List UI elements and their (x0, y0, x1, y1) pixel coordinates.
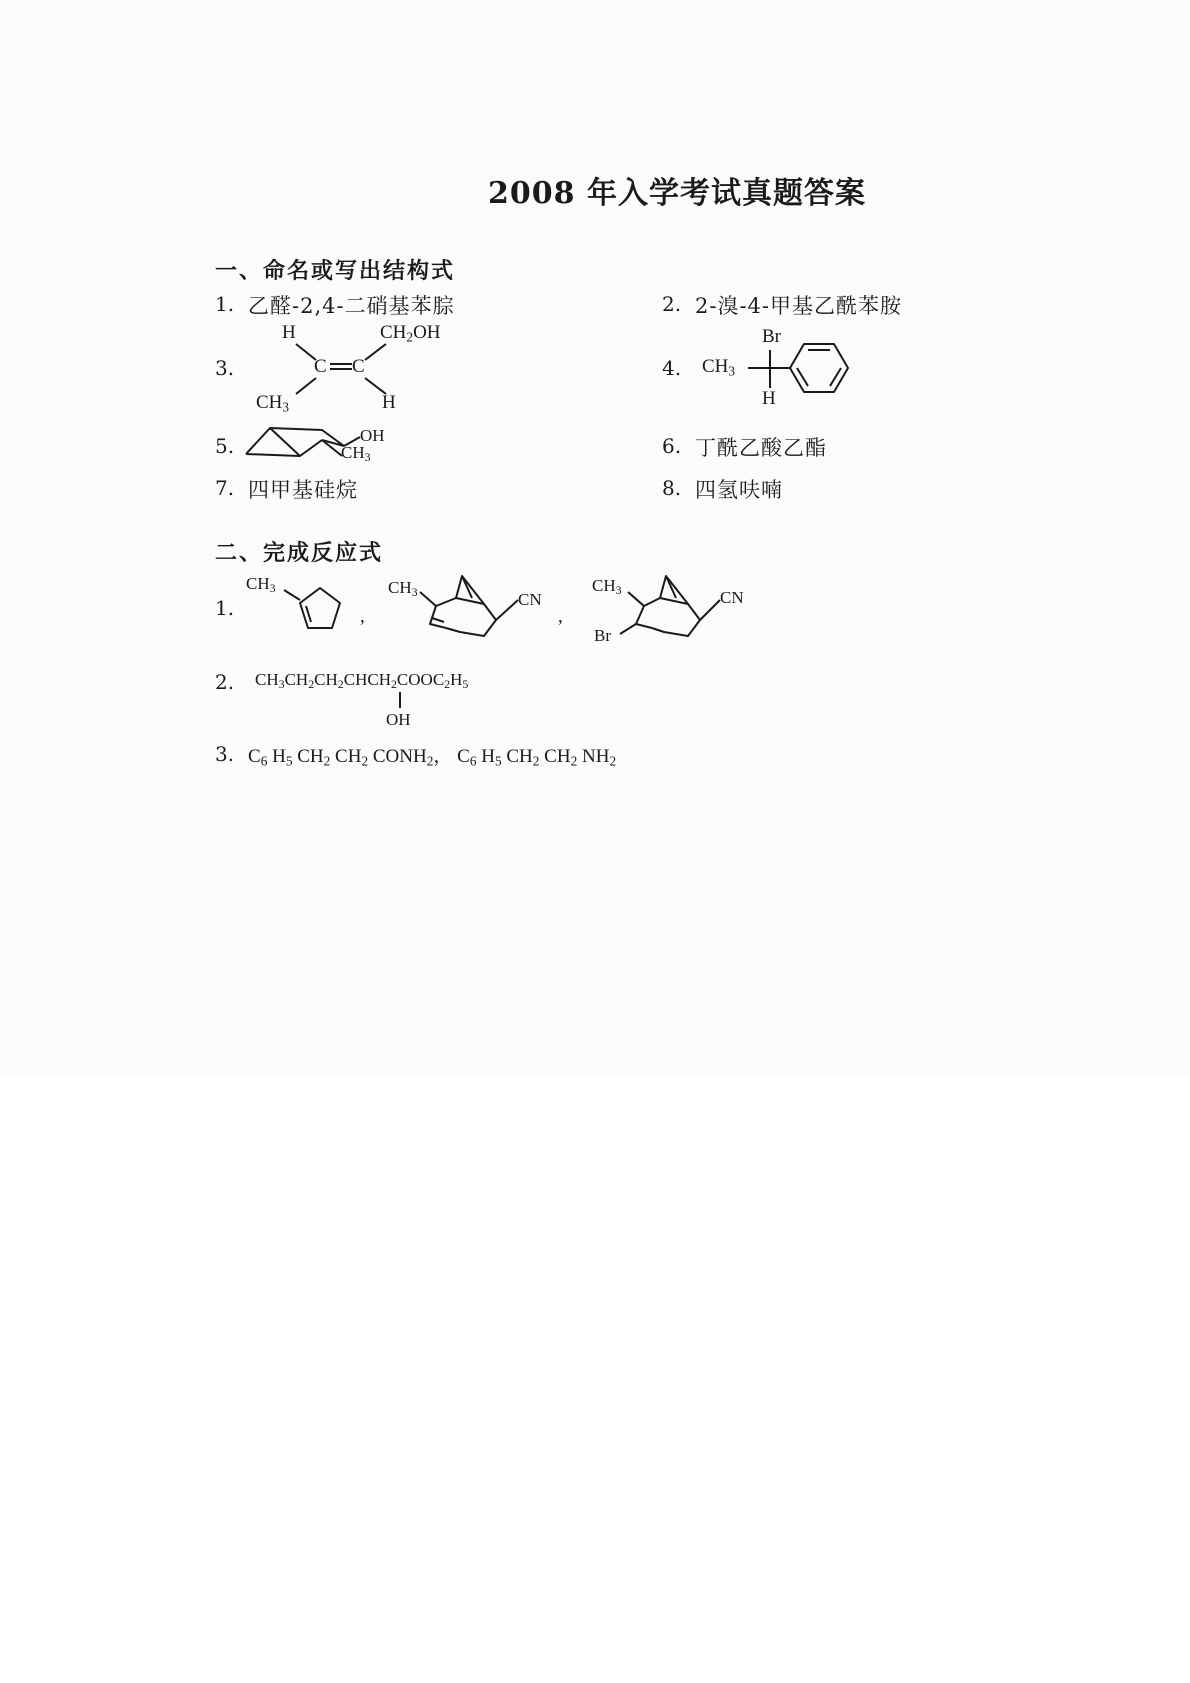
reaction-2-formula: $CH_3CH_2CH_2CHCH_2COOC_2H_5$ (255, 670, 469, 691)
r1m2-cn: CN (518, 590, 542, 609)
item-6-number: 6. (662, 434, 682, 458)
struct5-ch3: $CH_3$ (341, 443, 371, 464)
section-2-heading: 二、完成反应式 (215, 540, 384, 566)
item-7-answer: 四甲基硅烷 (248, 478, 358, 502)
struct4-ch3: $CH_3$ (702, 356, 736, 379)
reaction-1-number: 1. (215, 596, 235, 620)
reaction-1-separator-1: , (360, 606, 365, 627)
struct3-h-top: H (282, 322, 296, 343)
item-3-number: 3. (215, 356, 235, 380)
item-2-number: 2. (662, 292, 682, 316)
reaction-2-oh-bond (0, 0, 1, 1)
item-8-number: 8. (662, 476, 682, 500)
reaction-2-oh: OH (386, 710, 411, 729)
struct3-c-right: C (352, 356, 365, 377)
item-6-answer: 丁酰乙酸乙酯 (695, 436, 827, 460)
struct3-c-left: C (314, 356, 327, 377)
r1m3-ch3: $CH_3$ (592, 576, 622, 597)
page-title: 2008 年入学考试真题答案 (488, 176, 866, 211)
struct3-ch2oh: $CH_2OH$ (380, 322, 441, 345)
reaction-3-number: 3. (215, 742, 235, 766)
item-5-number: 5. (215, 434, 235, 458)
r1m2-ch3: $CH_3$ (388, 578, 418, 599)
struct4-br: Br (762, 326, 781, 347)
reaction-2-number: 2. (215, 670, 235, 694)
r1m3-cn: CN (720, 588, 744, 607)
struct4-h: H (762, 388, 776, 409)
struct3-h-bottom: H (382, 392, 396, 413)
item-2-answer: 2-溴-4-甲基乙酰苯胺 (695, 294, 903, 318)
item-8-answer: 四氢呋喃 (695, 478, 783, 502)
item-1-number: 1. (215, 292, 235, 316)
item-7-number: 7. (215, 476, 235, 500)
reaction-3-formula: $C_6$ $H_5$ $CH_2$ $CH_2$ $CONH_2$， $C_6$ $H_5$ $CH_2$ $CH_2$ $NH_2$ (248, 746, 617, 769)
section-1-heading: 一、命名或写出结构式 (215, 258, 456, 284)
item-1-answer: 乙醛-2,4-二硝基苯腙 (248, 294, 455, 318)
r1m1-ch3: $CH_3$ (246, 574, 276, 595)
item-4-number: 4. (662, 356, 682, 380)
struct5-oh: OH (360, 426, 385, 445)
r1m3-br: Br (594, 626, 611, 645)
struct3-ch3: $CH_3$ (256, 392, 290, 415)
reaction-1-separator-2: , (558, 606, 563, 627)
